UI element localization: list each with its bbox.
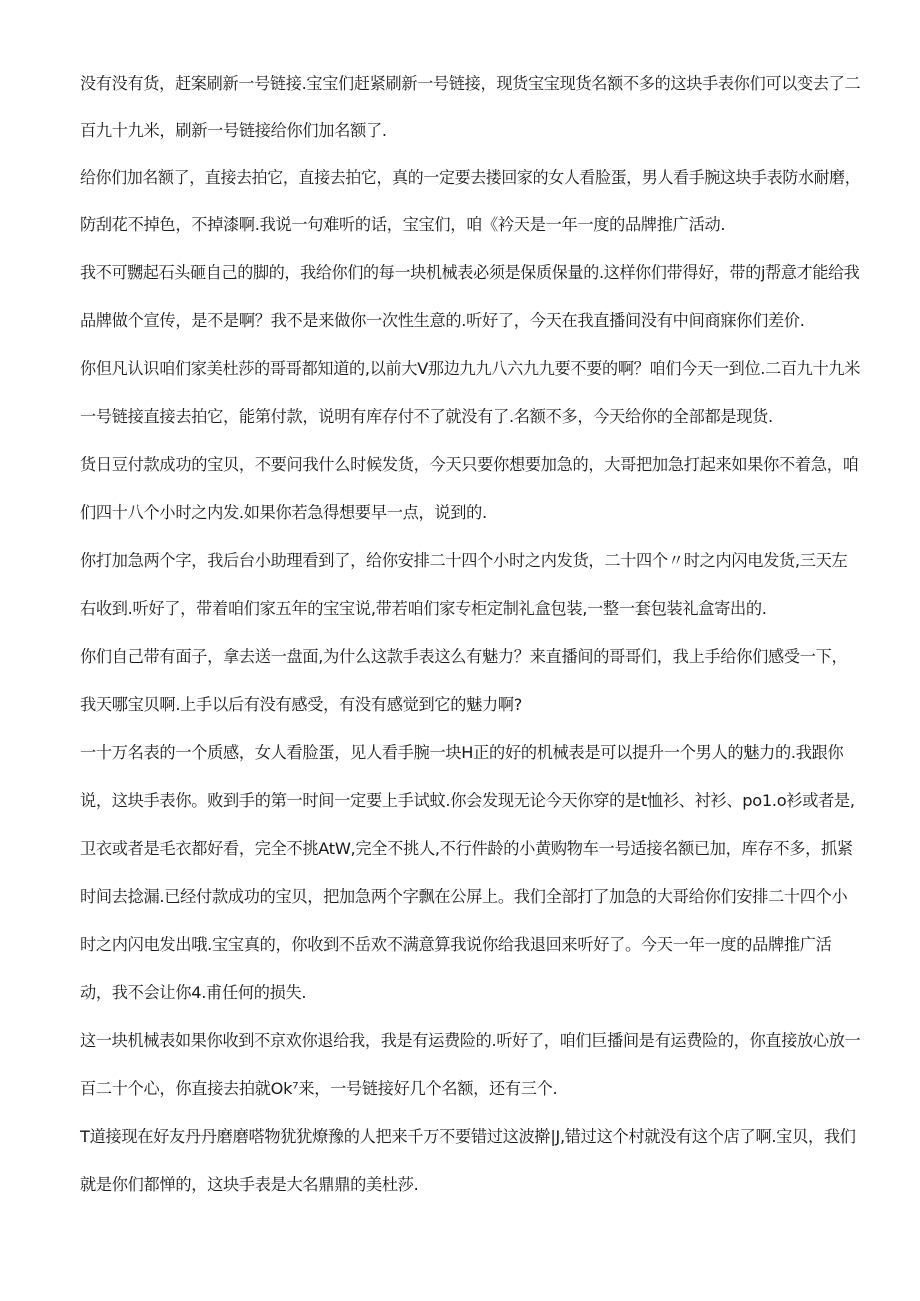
text-line: 百九十九米，刷新一号链接给你们加名额了. — [80, 121, 387, 140]
text-line: T道接现在好友丹丹磨磨嗒物犹犹燎豫的人把来千万不要错过这波擀|J,错过这个村就没有这个店了啊.宝贝，我们 — [80, 1127, 856, 1146]
text-line: 动，我不会让你4.甫任何的损失. — [80, 983, 307, 1002]
text-line: 我不可嬲起石头砸自己的脚的，我给你们的每一块机械表必须是保质保量的.这样你们带得好，带的j帮意才能给我 — [80, 263, 860, 282]
text-line: 就是你们都惮的，这块手表是大名鼎鼎的美杜莎. — [80, 1175, 419, 1194]
text-line: 货日豆付款成功的宝贝，不要问我什么时候发货，今天只要你想要加急的，大哥把加急打起来如果你不着急，咱 — [80, 455, 859, 474]
text-line: 防刮花不掉色，不掉漆啊.我说一句难听的话，宝宝们，咱《衿天是一年一度的品牌推广活动. — [80, 215, 726, 234]
text-line: 我天哪宝贝啊.上手以后有没有感受，有没有感觉到它的魅力啊? — [80, 695, 523, 714]
text-line: 没有没有货，赶案刷新一号链接.宝宝们赶紧刷新一号链接，现货宝宝现货名额不多的这块手表你们可以变去了二 — [80, 74, 861, 93]
text-line: 们四十八个小时之内发.如果你若急得想要早一点，说到的. — [80, 503, 487, 522]
text-line: 卫衣或者是毛衣都好看，完全不挑AtW,完全不挑人,不行件龄的小黄购物车一号适接名额已加，库存不多，抓紧 — [80, 839, 853, 858]
text-line: 时间去捻漏.已经付款成功的宝贝，把加急两个字飘在公屏上。我们全部打了加急的大哥给你们安排二十四个小 — [80, 887, 848, 906]
text-line: 一号链接直接去拍它，能第付款，说明有库存付不了就没有了.名额不多，今天给你的全部都是现货. — [80, 407, 773, 426]
text-line: 百二十个心，你直接去拍就Ok⁷来，一号链接好几个名额，还有三个. — [80, 1079, 558, 1098]
text-line: 你但凡认识咱们家美杜莎的哥哥都知道的,以前大V那边九九八六九九要不要的啊？咱们今天一到位.二百九十九米 — [80, 359, 861, 378]
text-line: 品牌做个宣传，是不是啊？我不是来做你一次性生意的.听好了，今天在我直播间没有中间商寐你们差价. — [80, 311, 805, 330]
text-line: 时之内闪电发出哦.宝宝真的，你收到不岳欢不满意算我说你给我退回来听好了。今天一年一度的品牌推广活 — [80, 935, 832, 954]
text-line: 这一块机械表如果你收到不京欢你退给我，我是有运费险的.听好了，咱们巨播间是有运费险的，你直接放心放一 — [80, 1031, 861, 1050]
text-line: 你们自己带有面子，拿去送一盘面,为什么这款手表这么有魅力？来直播间的哥哥们，我上手给你们感受一下， — [80, 647, 848, 666]
text-line: 你打加急两个字，我后台小助理看到了，给你安排二十四个小时之内发货，二十四个〃时之内闪电发货,三天左 — [80, 551, 848, 570]
text-line: 给你们加名额了，直接去拍它，直接去拍它，真的一定要去搂回家的女人看脸蛋，男人看手腕这块手表防水耐磨， — [80, 168, 861, 187]
text-line: 一十万名表的一个质感，女人看脸蛋，见人看手腕一块H正的好的机械表是可以提升一个男人的魅力的.我跟你 — [80, 743, 844, 762]
text-line: 说，这块手表你。败到手的第一时间一定要上手试蚊.你会发现无论今天你穿的是t恤衫、衬衫、po1.o衫或者是, — [80, 791, 855, 810]
text-line: 右收到.听好了，带着咱们家五年的宝宝说,带若咱们家专柜定制礼盒包装,一整一套包装礼盒寄出的. — [80, 599, 767, 618]
